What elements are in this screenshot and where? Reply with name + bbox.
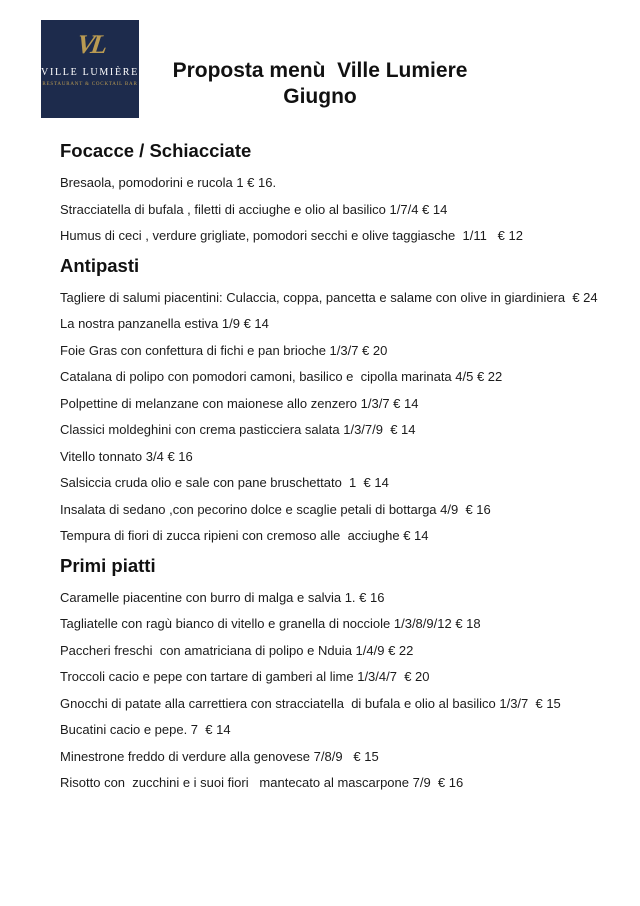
menu-item: Tagliatelle con ragù bianco di vitello e granella di nocciole 1/3/8/9/12 € 18	[60, 616, 481, 631]
menu-item: Tempura di fiori di zucca ripieni con cremoso alle acciughe € 14	[60, 528, 429, 543]
section-title: Primi piatti	[60, 554, 156, 576]
menu-item: La nostra panzanella estiva 1/9 € 14	[60, 316, 269, 331]
logo-monogram-icon: VL	[74, 29, 106, 59]
menu-item: Insalata di sedano ,con pecorino dolce e scaglie petali di bottarga 4/9 € 16	[60, 501, 491, 517]
menu-item: Bresaola, pomodorini e rucola 1 € 16.	[60, 175, 277, 190]
section-items	[60, 175, 604, 244]
menu-item: Paccheri freschi con amatriciana di polipo e Nduia 1/4/9 € 22	[60, 642, 414, 658]
logo-restaurant-name: VILLE LUMIÈRE	[41, 67, 139, 78]
menu-item: Gnocchi di patate alla carrettiera con stracciatella di bufala e olio al basilico 1/3/7 € 15	[60, 695, 561, 711]
menu-item: Humus di ceci , verdure grigliate, pomodori secchi e olive taggiasche 1/11 € 12	[60, 228, 523, 243]
menu-item: Caramelle piacentine con burro di malga e salvia 1. € 16	[60, 589, 385, 605]
menu-item: Vitello tonnato 3/4 € 16	[60, 448, 193, 464]
menu-item: Polpettine di melanzane con maionese allo zenzero 1/3/7 € 14	[60, 395, 419, 411]
menu-item: Foie Gras con confettura di fichi e pan brioche 1/3/7 € 20	[60, 342, 388, 358]
menu-item: Troccoli cacio e pepe con tartare di gamberi al lime 1/3/4/7 € 20	[60, 669, 430, 684]
menu-item: Minestrone freddo di verdure alla genovese 7/8/9 € 15	[60, 748, 379, 764]
menu-item: Classici moldeghini con crema pasticciera salata 1/3/7/9 € 14	[60, 422, 416, 437]
menu-section	[60, 140, 604, 244]
page-title	[0, 58, 640, 110]
page-header	[0, 0, 640, 133]
menu-item: Risotto con zucchini e i suoi fiori mantecato al mascarpone 7/9 € 16	[60, 775, 464, 790]
menu-item: Bucatini cacio e pepe. 7 € 14	[60, 722, 231, 737]
menu-item: Tagliere di salumi piacentini: Culaccia, coppa, pancetta e salame con olive in giardiniera € 24	[60, 289, 598, 305]
menu-item: Salsiccia cruda olio e sale con pane bruschettato 1 € 14	[60, 475, 389, 490]
section-title: Focacce / Schiacciate	[60, 140, 252, 161]
page-title-line-1: Proposta menù Ville Lumiere	[172, 59, 468, 82]
menu-section	[60, 555, 604, 792]
page-title-line-2: Giugno	[283, 85, 357, 108]
section-title: Antipasti	[60, 254, 140, 276]
menu-item: Stracciatella di bufala , filetti di acciughe e olio al basilico 1/7/4 € 14	[60, 201, 448, 217]
menu-sections	[0, 140, 640, 791]
menu-item: Catalana di polipo con pomodori camoni, basilico e cipolla marinata 4/5 € 22	[60, 369, 503, 384]
section-items	[60, 290, 604, 545]
logo-tagline: RESTAURANT & COCKTAIL BAR	[42, 82, 138, 87]
section-items	[60, 590, 604, 792]
menu-section	[60, 255, 604, 545]
